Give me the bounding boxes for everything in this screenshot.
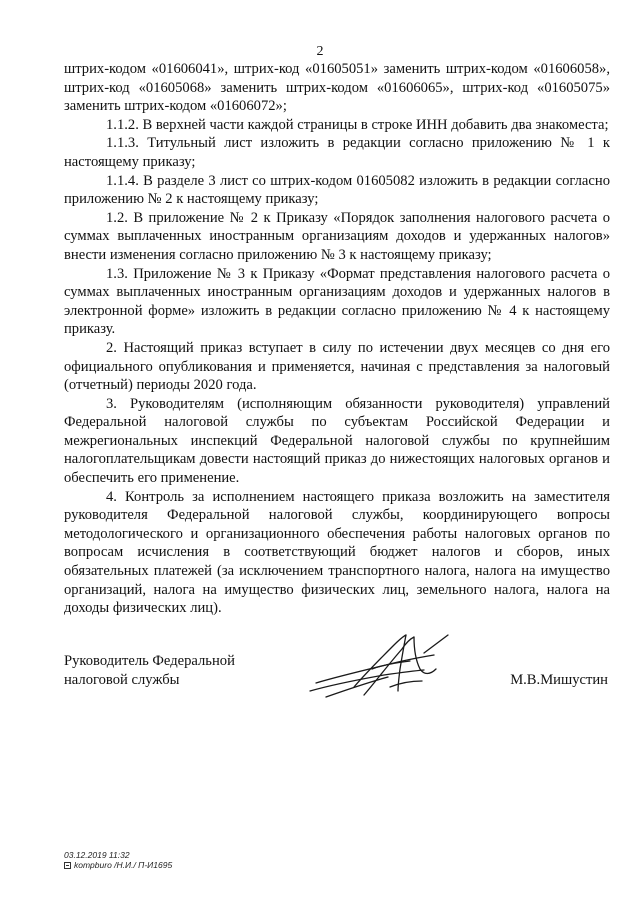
- paragraph: 1.3. Приложение № 3 к Приказу «Формат представления налогового расчета о суммах выплаченных иностранным организациям доходов и удержанных налогов в электронной форме» изложить в редакции согласно приложению № 4 к настоящему приказу.: [64, 265, 610, 338]
- footer-path-text: kompburo /Н.И./ П-И1695: [74, 860, 173, 870]
- paragraph: 1.1.3. Титульный лист изложить в редакции согласно приложению № 1 к настоящему приказу;: [64, 135, 610, 170]
- signer-title-line-1: Руководитель Федеральной: [64, 653, 235, 669]
- paragraph: 1.2. В приложение № 2 к Приказу «Порядок заполнения налогового расчета о суммах выплаченных иностранным организациям доходов и удержанных налогов» внести изменения согласно приложению № 3 к настоящему приказу;: [64, 209, 610, 263]
- document-footer: [64, 850, 172, 870]
- footer-file-path: [64, 860, 172, 870]
- signer-name: М.В.Мишустин: [510, 672, 608, 688]
- footer-timestamp: 03.12.2019 11:32: [64, 850, 130, 860]
- signer-title: [64, 652, 235, 690]
- paragraph: 4. Контроль за исполнением настоящего приказа возложить на заместителя руководителя Федеральной налоговой службы, координирующего вопросы методологического и организационного обеспечения работы налоговых органов по вопросам исчисления в соответствующий бюджет налогов и сборов, иных обязательных платежей (за исключением транспортного налога, налога на имущество организаций, налога на имущество физических лиц, земельного налога, налога на доходы физических лиц).: [64, 488, 610, 617]
- paragraph: 1.1.2. В верхней части каждой страницы в строке ИНН добавить два знакоместа;: [106, 116, 609, 133]
- signer-title-line-2: налоговой службы: [64, 672, 180, 688]
- paragraph: 3. Руководителям (исполняющим обязанности руководителя) управлений Федеральной налоговой службы по субъектам Российской Федерации и межрегиональных инспекций Федеральной налоговой службы по крупнейшим налогоплательщикам довести настоящий приказ до нижестоящих налоговых органов и обеспечить его применение.: [64, 395, 610, 487]
- paragraph: штрих-кодом «01606041», штрих-код «01605051» заменить штрих-кодом «01606058», штрих-код «01605068» заменить штрих-кодом «01606065», штрих-код «01605075» заменить штрих-кодом «01606072»;: [64, 61, 610, 115]
- page-number: 2: [316, 44, 324, 59]
- document-icon: [64, 862, 71, 869]
- paragraph: 1.1.4. В разделе 3 лист со штрих-кодом 01605082 изложить в редакции согласно приложению № 2 к настоящему приказу;: [64, 172, 610, 208]
- paragraph: 2. Настоящий приказ вступает в силу по истечении двух месяцев со дня его официального опубликования и применяется, начиная с представления за налоговый (отчетный) периоды 2020 года.: [64, 339, 610, 394]
- document-body: [64, 60, 610, 618]
- signature-image: [306, 625, 456, 705]
